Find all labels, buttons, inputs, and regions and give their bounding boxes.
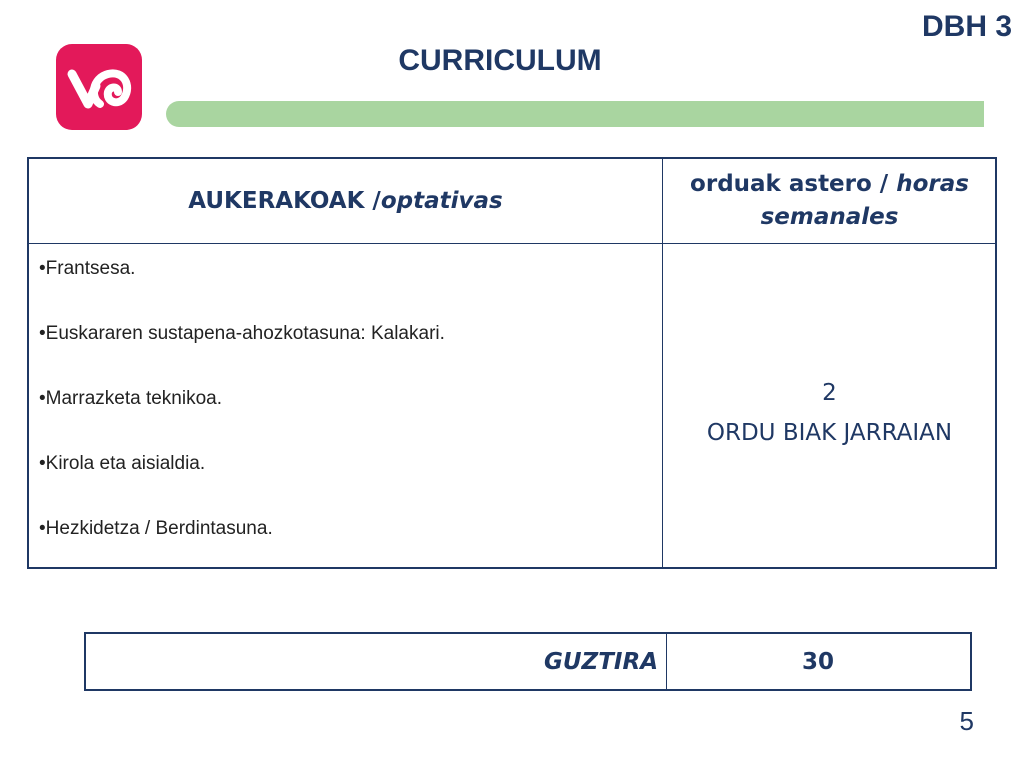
list-item: •Hezkidetza / Berdintasuna. <box>39 518 273 539</box>
row-divider <box>29 243 995 244</box>
total-divider <box>666 634 667 689</box>
subjects-header-main: AUKERAKOAK / <box>188 188 381 214</box>
school-logo-icon <box>54 42 146 132</box>
subjects-column-header <box>29 159 662 243</box>
course-label: DBH 3 <box>921 10 1012 43</box>
total-label: GUZTIRA <box>544 648 658 675</box>
total-table <box>84 632 972 691</box>
list-item: •Kirola eta aisialdia. <box>39 453 206 474</box>
page-title: CURRICULUM <box>398 44 602 77</box>
hours-column-header <box>664 159 995 243</box>
subject-list <box>39 257 445 582</box>
accent-bar <box>166 101 984 127</box>
total-value: 30 <box>801 648 834 675</box>
hours-value: 2 <box>822 380 837 406</box>
column-divider <box>662 159 663 567</box>
list-item: •Euskararen sustapena-ahozkotasuna: Kalakari. <box>39 323 445 344</box>
list-item: •Marrazketa teknikoa. <box>39 388 223 409</box>
hours-header-italic: horas semanales <box>760 171 969 230</box>
hours-header-main: orduak astero / <box>690 171 897 197</box>
list-item: •Frantsesa. <box>39 258 136 279</box>
hours-cell <box>664 373 995 453</box>
hours-note: ORDU BIAK JARRAIAN <box>706 420 953 446</box>
page-number: 5 <box>959 706 974 736</box>
subjects-header-italic: optativas <box>380 188 503 214</box>
optional-subjects-table <box>27 157 997 569</box>
